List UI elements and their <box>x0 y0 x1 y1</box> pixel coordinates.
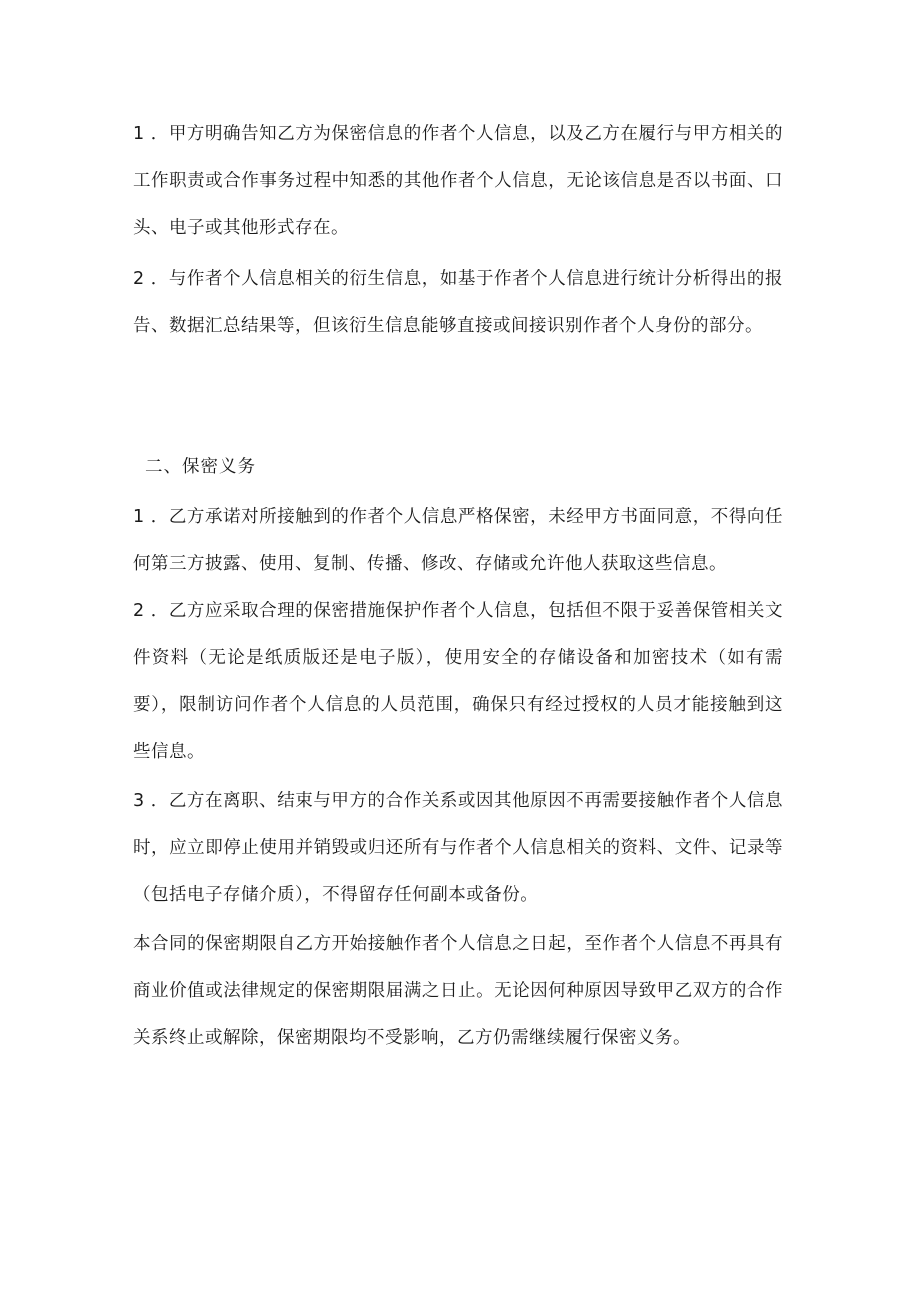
clause-2-3 <box>133 778 783 919</box>
clause-number: 2 <box>133 601 145 621</box>
clause-1-2 <box>133 256 783 350</box>
clause-text: ．乙方应采取合理的保密措施保护作者个人信息，包括但不限于妥善保管相关文件资料（无论是纸质版还是电子版），使用安全的存储设备和加密技术（如有需要），限制访问作者个人信息的人员范围，确保只有经过授权的人员才能接触到这些信息。 <box>133 601 783 762</box>
clause-1-1 <box>133 111 783 252</box>
clause-number: 3 <box>133 791 145 811</box>
clause-text: ．乙方在离职、结束与甲方的合作关系或因其他原因不再需要接触作者个人信息时，应立即停止使用并销毁或归还所有与作者个人信息相关的资料、文件、记录等（包括电子存储介质），不得留存任何副本或备份。 <box>133 791 783 905</box>
section-heading: 二、保密义务 <box>145 457 256 477</box>
clause-2-1 <box>133 494 783 588</box>
clause-number: 1 <box>133 507 145 527</box>
clause-text: ．甲方明确告知乙方为保密信息的作者个人信息，以及乙方在履行与甲方相关的工作职责或合作事务过程中知悉的其他作者个人信息，无论该信息是否以书面、口头、电子或其他形式存在。 <box>133 124 783 238</box>
clause-number: 1 <box>133 124 145 144</box>
clause-2-2 <box>133 588 783 776</box>
closing-paragraph: 本合同的保密期限自乙方开始接触作者个人信息之日起，至作者个人信息不再具有商业价值或法律规定的保密期限届满之日止。无论因何种原因导致甲乙双方的合作关系终止或解除，保密期限均不受影响，乙方仍需继续履行保密义务。 <box>133 934 783 1048</box>
clause-text: ．乙方承诺对所接触到的作者个人信息严格保密，未经甲方书面同意，不得向任何第三方披露、使用、复制、传播、修改、存储或允许他人获取这些信息。 <box>133 507 783 574</box>
clause-number: 2 <box>133 269 145 289</box>
clause-text: ．与作者个人信息相关的衍生信息，如基于作者个人信息进行统计分析得出的报告、数据汇总结果等，但该衍生信息能够直接或间接识别作者个人身份的部分。 <box>133 269 783 336</box>
